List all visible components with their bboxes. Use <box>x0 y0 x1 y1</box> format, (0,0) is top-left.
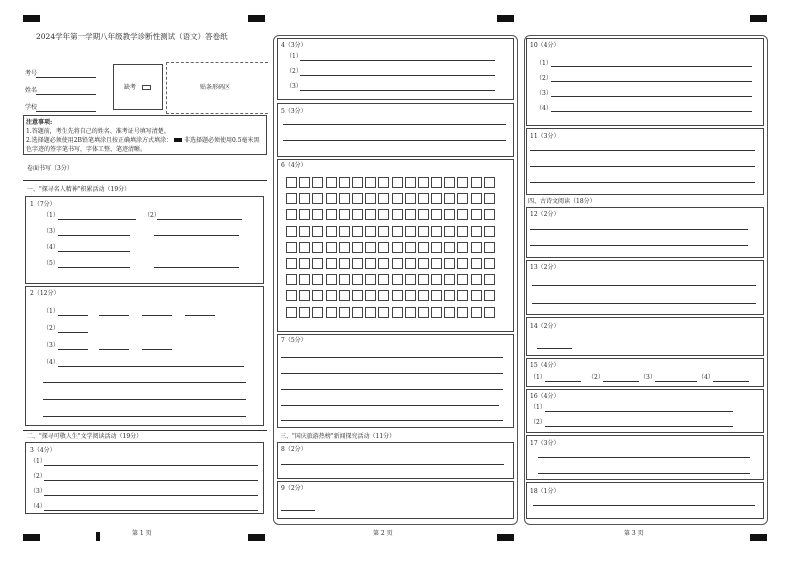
q1-answer-3b[interactable] <box>154 235 239 236</box>
grid-cell[interactable] <box>326 226 337 237</box>
notice-line-1: 1.答题前，考生先将自己的姓名、准考证号填写清楚。 <box>26 128 170 135</box>
grid-cell[interactable] <box>286 258 297 269</box>
grid-cell[interactable] <box>326 307 337 318</box>
q16-answer-2[interactable] <box>545 426 733 427</box>
grid-cell[interactable] <box>471 242 482 253</box>
q2-answer-3b[interactable] <box>99 349 129 350</box>
grid-cell[interactable] <box>378 177 389 188</box>
divider <box>23 180 267 181</box>
registration-mark <box>23 15 40 22</box>
notice-line-2a: 2.选择题必须使用2B铅笔填涂且按正确填涂方式填涂： <box>26 137 172 144</box>
q13-box <box>526 260 764 315</box>
q1-answer-2[interactable] <box>157 219 242 220</box>
grid-cell[interactable] <box>418 307 429 318</box>
grid-cell[interactable] <box>405 307 416 318</box>
grid-cell[interactable] <box>286 274 297 285</box>
grid-cell[interactable] <box>392 226 403 237</box>
grid-cell[interactable] <box>444 177 455 188</box>
grid-cell[interactable] <box>431 177 442 188</box>
grid-cell[interactable] <box>326 274 337 285</box>
q10-box <box>526 38 764 126</box>
registration-mark <box>750 534 767 541</box>
registration-mark <box>96 532 100 541</box>
grid-cell[interactable] <box>339 258 350 269</box>
q18-label: 18（1分） <box>530 488 560 495</box>
absent-label: 缺考 <box>124 84 137 91</box>
q1-item-3: （3） <box>43 228 59 235</box>
q15-item-3: （3） <box>640 374 656 381</box>
grid-cell[interactable] <box>484 290 495 301</box>
grid-cell[interactable] <box>471 226 482 237</box>
q4-item-3: （3） <box>286 83 302 90</box>
grid-cell[interactable] <box>444 258 455 269</box>
grid-cell[interactable] <box>365 258 376 269</box>
q18-box <box>526 482 764 519</box>
grid-cell[interactable] <box>431 274 442 285</box>
grid-cell[interactable] <box>286 307 297 318</box>
grid-cell[interactable] <box>352 307 363 318</box>
grid-cell[interactable] <box>339 226 350 237</box>
q5-answer-1[interactable] <box>283 124 506 125</box>
grid-cell[interactable] <box>365 209 376 220</box>
q17-label: 17（3分） <box>530 440 560 447</box>
q1-label: 1（7分） <box>30 201 56 208</box>
q10-item-4: （4） <box>536 105 552 112</box>
q10-answer-4[interactable] <box>551 111 752 112</box>
grid-cell[interactable] <box>484 226 495 237</box>
q3-answer-4[interactable] <box>44 510 258 511</box>
registration-mark <box>23 534 40 541</box>
q12-label: 12（2分） <box>530 211 560 218</box>
grid-cell[interactable] <box>418 209 429 220</box>
grid-cell[interactable] <box>378 307 389 318</box>
field-label-school: 学校 <box>25 104 38 111</box>
grid-cell[interactable] <box>431 307 442 318</box>
grid-cell[interactable] <box>457 226 468 237</box>
grid-cell[interactable] <box>457 307 468 318</box>
q4-answer-3[interactable] <box>300 90 495 91</box>
q4-item-2: （2） <box>286 68 302 75</box>
registration-mark <box>248 15 265 22</box>
grid-cell[interactable] <box>471 193 482 204</box>
grid-cell[interactable] <box>378 209 389 220</box>
q2-answer-3c[interactable] <box>142 349 172 350</box>
q12-answer-2[interactable] <box>530 245 748 246</box>
q1-answer-4[interactable] <box>58 251 130 252</box>
grid-cell[interactable] <box>405 177 416 188</box>
grid-cell[interactable] <box>484 258 495 269</box>
grid-cell[interactable] <box>326 209 337 220</box>
grid-cell[interactable] <box>352 177 363 188</box>
q3-answer-2[interactable] <box>44 480 258 481</box>
q3-item-2: （2） <box>30 473 46 480</box>
q14-answer-1[interactable] <box>537 348 572 349</box>
grid-cell[interactable] <box>299 242 310 253</box>
grid-cell[interactable] <box>431 193 442 204</box>
grid-cell[interactable] <box>444 307 455 318</box>
q11-answer-2[interactable] <box>530 166 755 167</box>
grid-cell[interactable] <box>352 258 363 269</box>
q1-box <box>25 196 264 284</box>
q1-answer-3[interactable] <box>58 235 130 236</box>
q1-item-4: （4） <box>43 244 59 251</box>
q1-item-1: （1） <box>43 212 59 219</box>
q7-box <box>277 334 514 428</box>
q10-answer-1[interactable] <box>551 66 752 67</box>
grid-cell[interactable] <box>339 274 350 285</box>
grid-cell[interactable] <box>339 290 350 301</box>
q2-label: 2（12分） <box>30 290 60 297</box>
grid-cell[interactable] <box>431 209 442 220</box>
q3-answer-1[interactable] <box>44 465 258 466</box>
q3-label: 3（4分） <box>30 447 56 454</box>
q10-answer-2[interactable] <box>551 81 752 82</box>
grid-cell[interactable] <box>418 226 429 237</box>
grid-cell[interactable] <box>299 226 310 237</box>
grid-cell[interactable] <box>299 258 310 269</box>
q2-item-3: （3） <box>43 342 59 349</box>
q15-label: 15（4分） <box>530 362 560 369</box>
q10-item-3: （3） <box>536 90 552 97</box>
section-4-title: 四、古诗文阅读（18分） <box>528 198 596 205</box>
grid-cell[interactable] <box>378 290 389 301</box>
q1-answer-5b[interactable] <box>154 267 239 268</box>
q2-answer-1d[interactable] <box>185 315 215 316</box>
grid-cell[interactable] <box>365 226 376 237</box>
grid-cell[interactable] <box>326 242 337 253</box>
grid-cell[interactable] <box>299 274 310 285</box>
q15-answer-3[interactable] <box>655 381 697 382</box>
q8-label: 8（2分） <box>281 446 307 453</box>
grid-cell[interactable] <box>352 226 363 237</box>
grid-cell[interactable] <box>444 193 455 204</box>
grid-cell[interactable] <box>471 177 482 188</box>
grid-cell[interactable] <box>286 209 297 220</box>
q15-box <box>526 358 764 387</box>
grid-cell[interactable] <box>299 209 310 220</box>
q17-answer-1[interactable] <box>538 457 750 458</box>
q2-item-4: （4） <box>43 359 59 366</box>
q4-answer-2[interactable] <box>300 75 495 76</box>
registration-mark <box>248 534 265 541</box>
grid-cell[interactable] <box>431 290 442 301</box>
q2-answer-1a[interactable] <box>58 315 88 316</box>
grid-cell[interactable] <box>365 242 376 253</box>
grid-cell[interactable] <box>392 258 403 269</box>
grid-cell[interactable] <box>484 193 495 204</box>
grid-cell[interactable] <box>431 226 442 237</box>
grid-cell[interactable] <box>339 307 350 318</box>
grid-cell[interactable] <box>312 242 323 253</box>
q4-item-1: （1） <box>286 53 302 60</box>
grid-cell[interactable] <box>312 177 323 188</box>
grid-cell[interactable] <box>484 307 495 318</box>
grid-cell[interactable] <box>457 290 468 301</box>
q11-answer-1[interactable] <box>530 150 755 151</box>
q2-answer-3a[interactable] <box>58 349 88 350</box>
q11-label: 11（3分） <box>530 133 560 140</box>
grid-cell[interactable] <box>471 209 482 220</box>
grid-cell[interactable] <box>431 258 442 269</box>
grid-cell[interactable] <box>312 209 323 220</box>
q15-item-2: （2） <box>588 374 604 381</box>
grid-cell[interactable] <box>392 307 403 318</box>
grid-cell[interactable] <box>457 193 468 204</box>
q2-answer-2[interactable] <box>58 332 88 333</box>
grid-cell[interactable] <box>405 258 416 269</box>
q13-answer-1[interactable] <box>532 285 756 286</box>
fill-sample-mark <box>174 138 182 142</box>
grid-cell[interactable] <box>339 242 350 253</box>
grid-cell[interactable] <box>312 258 323 269</box>
grid-cell[interactable] <box>431 242 442 253</box>
grid-cell[interactable] <box>405 242 416 253</box>
grid-cell[interactable] <box>378 258 389 269</box>
grid-cell[interactable] <box>352 242 363 253</box>
q4-label: 4（3分） <box>281 42 307 49</box>
grid-cell[interactable] <box>471 307 482 318</box>
grid-cell[interactable] <box>312 226 323 237</box>
grid-cell[interactable] <box>471 274 482 285</box>
q13-label: 13（2分） <box>530 264 560 271</box>
grid-cell[interactable] <box>299 177 310 188</box>
grid-cell[interactable] <box>405 209 416 220</box>
grid-cell[interactable] <box>312 274 323 285</box>
grid-cell[interactable] <box>312 193 323 204</box>
grid-cell[interactable] <box>457 209 468 220</box>
name-field[interactable] <box>36 94 96 95</box>
grid-cell[interactable] <box>418 242 429 253</box>
grid-cell[interactable] <box>392 274 403 285</box>
grid-cell[interactable] <box>378 193 389 204</box>
page-number-1: 第 1 页 <box>132 530 152 537</box>
registration-mark <box>497 15 514 22</box>
q2-answer-4-line2[interactable] <box>43 382 246 383</box>
grid-cell[interactable] <box>378 226 389 237</box>
grid-cell[interactable] <box>339 177 350 188</box>
grid-cell[interactable] <box>444 242 455 253</box>
grid-cell[interactable] <box>365 193 376 204</box>
writing-grid[interactable] <box>286 177 495 318</box>
q10-label: 10（4分） <box>530 42 560 49</box>
divider <box>23 430 267 431</box>
q18-answer-1[interactable] <box>533 505 755 506</box>
grid-cell[interactable] <box>392 290 403 301</box>
q7-answer-4[interactable] <box>281 405 499 406</box>
school-field[interactable] <box>36 111 96 112</box>
q5-label: 5（3分） <box>281 108 307 115</box>
q2-answer-4-line1[interactable] <box>58 366 244 367</box>
q10-item-2: （2） <box>536 75 552 82</box>
grid-cell[interactable] <box>405 290 416 301</box>
q13-answer-2[interactable] <box>532 303 756 304</box>
handwriting-label: 卷面书写（3分） <box>27 165 73 172</box>
grid-cell[interactable] <box>378 242 389 253</box>
grid-cell[interactable] <box>339 193 350 204</box>
grid-cell[interactable] <box>326 193 337 204</box>
grid-cell[interactable] <box>418 177 429 188</box>
grid-cell[interactable] <box>392 177 403 188</box>
grid-cell[interactable] <box>326 177 337 188</box>
barcode-label: 贴条形码区 <box>200 84 231 91</box>
q16-label: 16（4分） <box>530 393 560 400</box>
grid-cell[interactable] <box>365 177 376 188</box>
q7-answer-5[interactable] <box>281 420 503 421</box>
q2-item-1: （1） <box>43 308 59 315</box>
field-label-exam-no: 考号 <box>25 70 38 77</box>
grid-cell[interactable] <box>378 274 389 285</box>
field-label-name: 姓名 <box>25 87 38 94</box>
q15-item-1: （1） <box>530 374 546 381</box>
grid-cell[interactable] <box>418 290 429 301</box>
q1-answer-5[interactable] <box>58 267 130 268</box>
grid-cell[interactable] <box>326 258 337 269</box>
grid-cell[interactable] <box>286 290 297 301</box>
q16-answer-1[interactable] <box>545 411 733 412</box>
grid-cell[interactable] <box>286 242 297 253</box>
grid-cell[interactable] <box>484 209 495 220</box>
q14-box <box>526 317 764 356</box>
q16-item-1: （1） <box>530 404 546 411</box>
q11-answer-3[interactable] <box>530 182 755 183</box>
grid-cell[interactable] <box>405 193 416 204</box>
q12-answer-1[interactable] <box>530 229 748 230</box>
q9-label: 9（2分） <box>281 485 307 492</box>
section-1-title: 一、"探寻名人精神"积累活动（19分） <box>27 186 131 193</box>
grid-cell[interactable] <box>286 193 297 204</box>
notice-title: 注意事项: <box>26 119 53 126</box>
grid-cell[interactable] <box>457 177 468 188</box>
grid-cell[interactable] <box>312 307 323 318</box>
grid-cell[interactable] <box>365 274 376 285</box>
grid-cell[interactable] <box>312 290 323 301</box>
grid-cell[interactable] <box>286 226 297 237</box>
grid-cell[interactable] <box>299 193 310 204</box>
grid-cell[interactable] <box>444 274 455 285</box>
q2-answer-4-line3[interactable] <box>43 399 246 400</box>
q7-answer-3[interactable] <box>281 389 503 390</box>
q10-answer-3[interactable] <box>551 96 752 97</box>
grid-cell[interactable] <box>352 193 363 204</box>
page-number-3: 第 3 页 <box>624 530 644 537</box>
grid-cell[interactable] <box>405 274 416 285</box>
q8-box <box>277 442 514 479</box>
registration-mark <box>750 15 767 22</box>
grid-cell[interactable] <box>418 258 429 269</box>
grid-cell[interactable] <box>484 274 495 285</box>
q8-answer-1[interactable] <box>281 464 504 465</box>
grid-cell[interactable] <box>418 274 429 285</box>
grid-cell[interactable] <box>444 226 455 237</box>
q3-item-4: （4） <box>30 503 46 510</box>
q7-answer-1[interactable] <box>281 357 503 358</box>
notice-line-2b: 非选择题必须使用0.5毫米黑 <box>184 137 260 144</box>
grid-cell[interactable] <box>444 290 455 301</box>
q16-item-2: （2） <box>530 419 546 426</box>
grid-cell[interactable] <box>326 290 337 301</box>
grid-cell[interactable] <box>286 177 297 188</box>
q1-item-5: （5） <box>43 260 59 267</box>
q9-box <box>277 481 514 519</box>
q12-box <box>526 207 764 258</box>
q11-box <box>526 128 764 195</box>
q1-item-2: （2） <box>144 212 160 219</box>
q17-answer-2[interactable] <box>538 473 750 474</box>
q15-answer-1[interactable] <box>545 381 581 382</box>
q9-answer-1[interactable] <box>281 510 315 511</box>
notice-line-3: 色字迹的签字笔书写，字体工整、笔迹清晰。 <box>26 146 147 153</box>
q5-box <box>277 103 514 157</box>
grid-cell[interactable] <box>392 242 403 253</box>
grid-cell[interactable] <box>471 258 482 269</box>
q7-answer-2[interactable] <box>281 373 503 374</box>
grid-cell[interactable] <box>352 274 363 285</box>
page-title: 2024学年第一学期八年级教学诊断性测试（语文）答卷纸 <box>36 32 228 41</box>
q2-answer-1b[interactable] <box>99 315 129 316</box>
grid-cell[interactable] <box>299 290 310 301</box>
page-number-2: 第 2 页 <box>373 530 393 537</box>
q1-answer-1[interactable] <box>58 219 136 220</box>
absent-checkbox[interactable] <box>142 85 151 90</box>
q14-label: 14（2分） <box>530 323 560 330</box>
grid-cell[interactable] <box>471 290 482 301</box>
q2-answer-1c[interactable] <box>142 315 172 316</box>
q7-label: 7（5分） <box>281 337 307 344</box>
grid-cell[interactable] <box>339 209 350 220</box>
grid-cell[interactable] <box>352 290 363 301</box>
q2-box <box>25 286 264 426</box>
section-3-title: 三、"国庆旅游热榜"新闻探究活动（11分） <box>280 433 396 440</box>
q15-item-4: （4） <box>698 374 714 381</box>
q4-answer-1[interactable] <box>300 60 495 61</box>
grid-cell[interactable] <box>444 209 455 220</box>
grid-cell[interactable] <box>299 307 310 318</box>
grid-cell[interactable] <box>392 193 403 204</box>
grid-cell[interactable] <box>418 193 429 204</box>
grid-cell[interactable] <box>484 177 495 188</box>
grid-cell[interactable] <box>365 290 376 301</box>
q10-item-1: （1） <box>536 60 552 67</box>
grid-cell[interactable] <box>352 209 363 220</box>
grid-cell[interactable] <box>484 242 495 253</box>
q3-box <box>25 442 264 514</box>
grid-cell[interactable] <box>457 274 468 285</box>
absent-box <box>113 64 163 110</box>
q3-item-1: （1） <box>30 458 46 465</box>
grid-cell[interactable] <box>365 307 376 318</box>
q3-answer-3[interactable] <box>44 495 258 496</box>
q15-answer-4[interactable] <box>713 381 749 382</box>
q3-item-3: （3） <box>30 488 46 495</box>
grid-cell[interactable] <box>457 242 468 253</box>
registration-mark <box>497 534 514 541</box>
grid-cell[interactable] <box>392 209 403 220</box>
q5-answer-2[interactable] <box>283 140 506 141</box>
grid-cell[interactable] <box>405 226 416 237</box>
q15-answer-2[interactable] <box>603 381 639 382</box>
q2-answer-4-line4[interactable] <box>43 416 246 417</box>
q2-item-2: （2） <box>43 325 59 332</box>
exam-no-field[interactable] <box>36 77 96 78</box>
q6-label: 6（4分） <box>281 162 307 169</box>
grid-cell[interactable] <box>457 258 468 269</box>
section-2-title: 二、"探寻可敬人生"文学阅读活动（19分） <box>27 433 143 440</box>
